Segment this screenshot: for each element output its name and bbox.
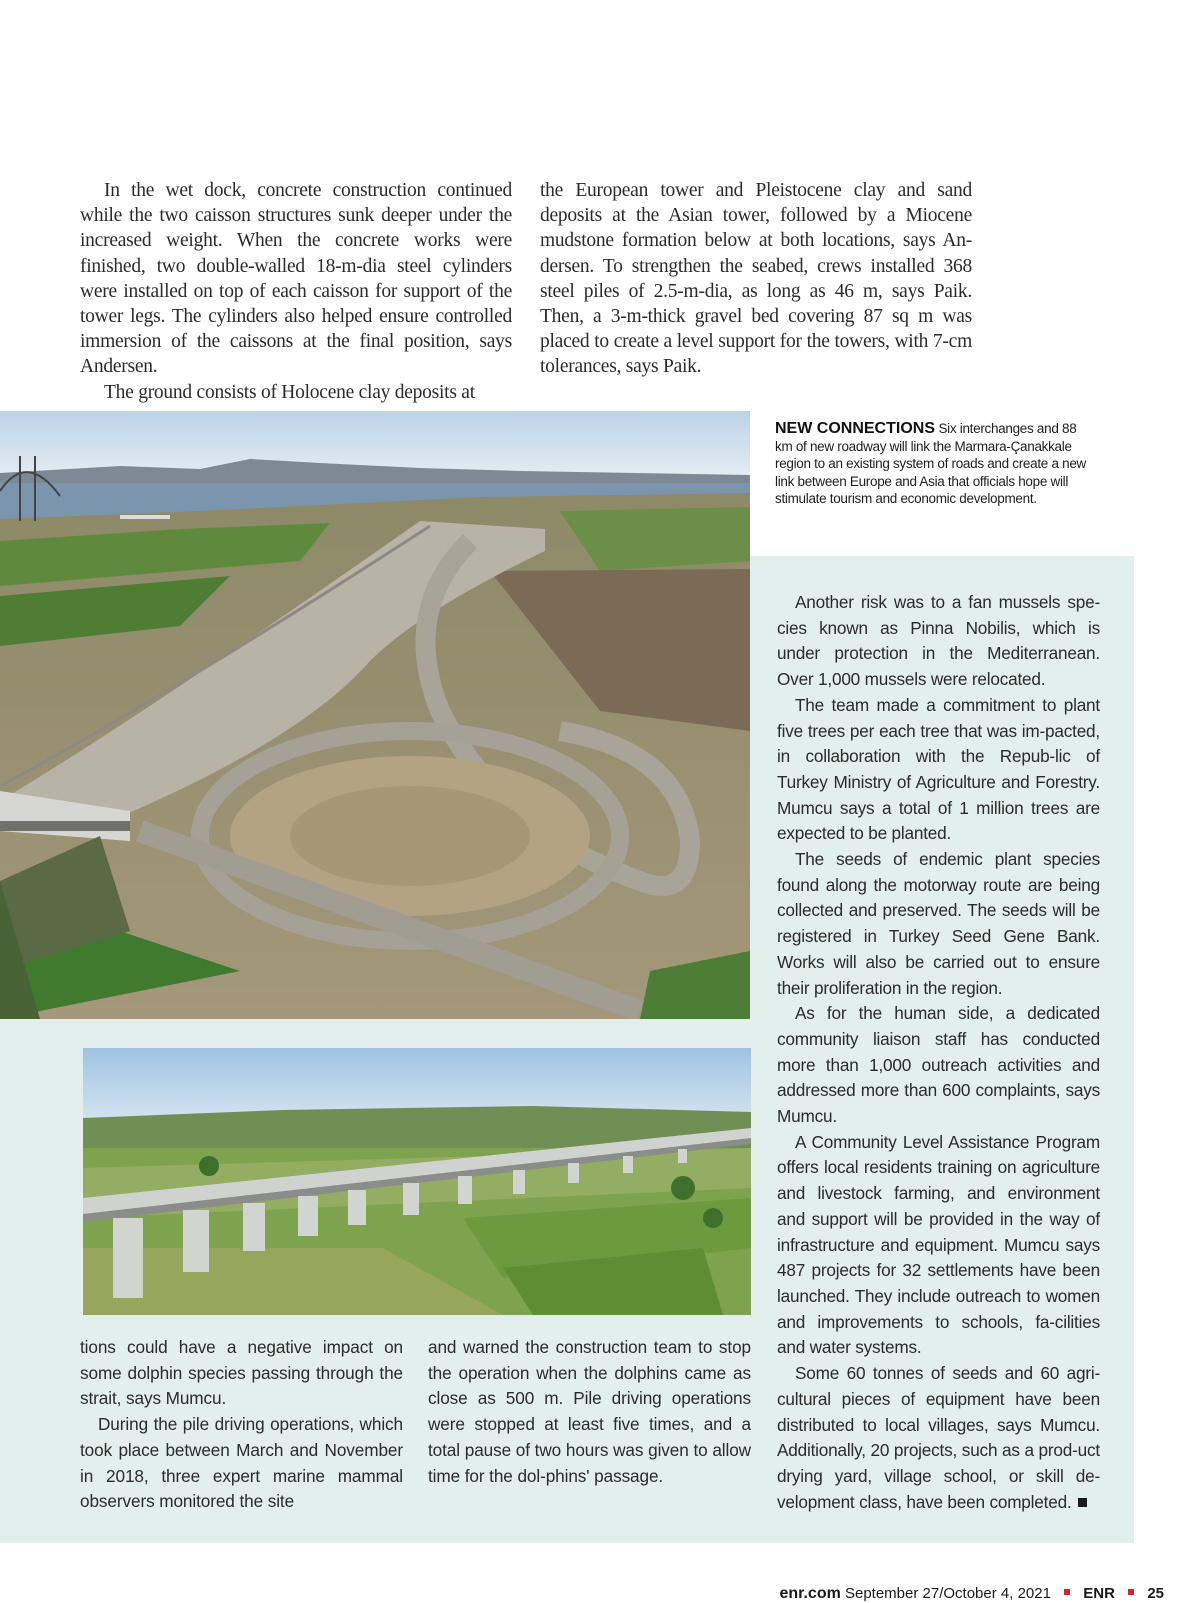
footer-date: September 27/October 4, 2021 xyxy=(844,1585,1051,1602)
caption-text: Six interchanges and 88 km of new roadway will link the Marmara-Çanakkale region to an existing system of roads and create a new link between Europe and Asia that officials hope will stimulate tourism and economic development. xyxy=(775,421,1086,506)
viaduct-illustration xyxy=(83,1048,751,1315)
caption-title: NEW CONNECTIONS xyxy=(775,420,935,437)
article-column-1 xyxy=(80,178,512,405)
sidebar-bottom-column-2 xyxy=(428,1335,751,1489)
footer-site: enr.com xyxy=(779,1585,841,1602)
aerial-interchange-photo xyxy=(0,411,750,1019)
article-column-2 xyxy=(540,178,972,380)
interchange-illustration xyxy=(0,411,750,1019)
sidebar-bottom-column-1 xyxy=(80,1335,403,1515)
end-mark-icon xyxy=(1078,1498,1087,1507)
photo-caption xyxy=(775,420,1095,508)
sidebar-paragraph: Another risk was to a fan mussels spe-cies known as Pinna Nobilis, which is under protection in the Mediterranean. Over 1,000 mussels were relocated. xyxy=(777,592,1100,690)
sidebar-column xyxy=(777,590,1100,1515)
sidebar-paragraph xyxy=(777,1361,1100,1515)
sidebar-paragraph: and warned the construction team to stop the operation when the dolphins came as close as 500 m. Pile driving operations were stopped at least five times, and a total pause of two hours was given to allow time for the dol-phins' passage. xyxy=(428,1337,751,1486)
footer-separator-icon xyxy=(1064,1589,1070,1595)
sidebar-paragraph: The seeds of endemic plant species found along the motorway route are being collected and preserved. The seeds will be registered in Turkey Seed Gene Bank. Works will also be carried out to ensure their proliferation in the region. xyxy=(777,849,1100,998)
sidebar-paragraph: As for the human side, a dedicated community liaison staff has conducted more than 1,000 outreach activities and addressed more than 600 complaints, says Mumcu. xyxy=(777,1003,1100,1127)
page-number: 25 xyxy=(1147,1585,1164,1602)
sidebar-paragraph: tions could have a negative impact on some dolphin species passing through the strait, says Mumcu. xyxy=(80,1337,403,1409)
viaduct-photo xyxy=(83,1048,751,1315)
footer-magazine: ENR xyxy=(1083,1585,1115,1602)
article-paragraph: the European tower and Pleistocene clay and sand deposits at the Asian tower, followed by a Miocene mudstone formation below at both locations, says An-dersen. To strengthen the seabed, crews installed 368 steel piles of 2.5-m-dia, as long as 46 m, says Paik. Then, a 3-m-thick gravel bed covering 87 sq m was placed to create a level support for the towers, with 7-cm tolerances, says Paik. xyxy=(540,180,972,378)
article-paragraph: The ground consists of Holocene clay deposits at xyxy=(104,381,475,403)
sidebar-final-text: Some 60 tonnes of seeds and 60 agri-cultural pieces of equipment have been distributed to local villages, says Mumcu. Additionally, 20 projects, such as a prod-uct drying yard, village school, or skill de-velopment class, have been completed. xyxy=(777,1363,1100,1512)
sidebar-paragraph: A Community Level Assistance Program offers local residents training on agriculture and livestock farming, and environment and support will be provided in the way of infrastructure and equipment. Mumcu says 487 projects for 32 settlements have been launched. They include outreach to women and improvements to schools, fa-cilities and water systems. xyxy=(777,1131,1100,1358)
sidebar-paragraph: The team made a commitment to plant five trees per each tree that was im-pacted, in collaboration with the Repub-lic of Turkey Ministry of Agriculture and Forestry. Mumcu says a total of 1 million trees are expected to be planted. xyxy=(777,694,1100,844)
footer-separator-icon xyxy=(1128,1589,1134,1595)
page-footer xyxy=(779,1585,1164,1603)
article-paragraph: In the wet dock, concrete construction continued while the two caisson structures sunk deeper under the increased weight. When the concrete works were finished, two double-walled 18-m-dia steel cylinders were installed on top of each caisson for support of the tower legs. The cylinders also helped ensure controlled immersion of the caissons at the final position, says Andersen. xyxy=(80,180,512,378)
sidebar-paragraph: During the pile driving operations, which took place between March and November in 2018, three expert marine mammal observers monitored the site xyxy=(80,1414,403,1512)
